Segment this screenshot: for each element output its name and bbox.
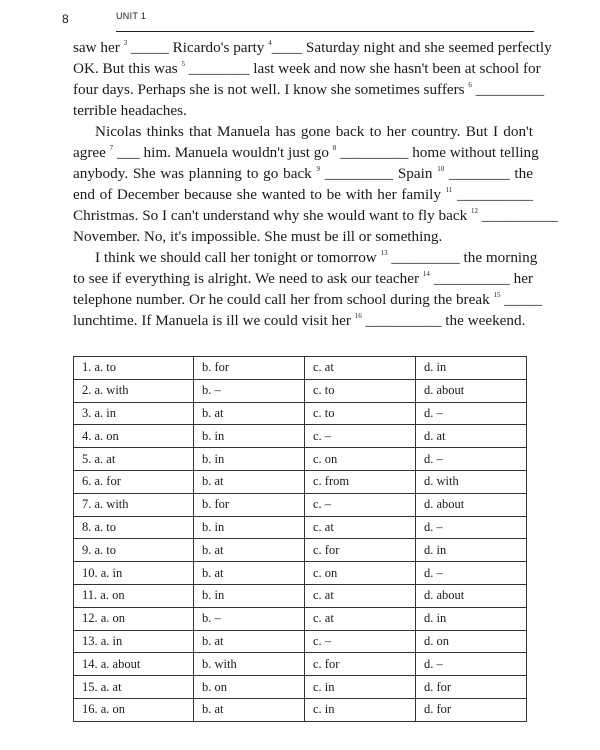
passage-text: Christmas. So I can't understand why she would want to fly back	[73, 207, 471, 224]
passage-line	[73, 142, 539, 163]
cloze-passage	[73, 37, 558, 331]
gap-number: 8	[332, 144, 337, 152]
gap-number: 9	[316, 165, 321, 173]
option-row	[74, 698, 527, 721]
passage-line	[73, 289, 543, 310]
passage-text: _____	[500, 291, 543, 308]
option-cell: d. –	[416, 402, 527, 425]
option-cell: 9. a. to	[74, 539, 194, 562]
gap-number: 5	[181, 60, 185, 68]
passage-text: November. No, it's impossible. She must be ill or something.	[73, 228, 443, 245]
option-cell: b. –	[194, 379, 305, 402]
gap-number: 10	[437, 165, 445, 173]
option-cell: c. on	[305, 448, 416, 471]
option-row	[74, 425, 527, 448]
header-rule	[116, 31, 534, 32]
passage-text: to see if everything is alright. We need to ask our teacher	[73, 270, 423, 287]
passage-text: ________ last week and now she hasn't been at school for	[184, 60, 541, 77]
option-cell: d. –	[416, 448, 527, 471]
option-cell: c. in	[305, 676, 416, 699]
option-row	[74, 470, 527, 493]
option-cell: 2. a. with	[74, 379, 194, 402]
option-cell: 4. a. on	[74, 425, 194, 448]
passage-text: __________	[452, 186, 534, 203]
option-cell: 15. a. at	[74, 676, 194, 699]
passage-text: lunchtime. If Manuela is ill we could visit her	[73, 312, 355, 329]
option-cell: 5. a. at	[74, 448, 194, 471]
option-row	[74, 584, 527, 607]
option-cell: c. to	[305, 402, 416, 425]
passage-text: ________ the	[444, 165, 533, 182]
passage-text: agree	[73, 144, 110, 161]
option-cell: b. at	[194, 402, 305, 425]
option-cell: c. –	[305, 425, 416, 448]
option-row	[74, 402, 527, 425]
option-cell: c. on	[305, 562, 416, 585]
passage-line	[73, 163, 533, 184]
option-cell: b. in	[194, 584, 305, 607]
gap-number: 14	[422, 270, 430, 278]
option-row	[74, 630, 527, 653]
option-row	[74, 448, 527, 471]
option-row	[74, 379, 527, 402]
option-row	[74, 539, 527, 562]
option-row	[74, 493, 527, 516]
gap-number: 15	[493, 291, 501, 299]
option-cell: d. at	[416, 425, 527, 448]
passage-text: ____ Saturday night and she seemed perfectly	[271, 39, 552, 56]
answer-options-table	[73, 356, 527, 722]
option-cell: c. at	[305, 607, 416, 630]
passage-text: end of December because she wanted to be with her family	[73, 186, 446, 203]
passage-text: telephone number. Or he could call her from school during the break	[73, 291, 494, 308]
passage-line	[73, 247, 538, 268]
option-cell: b. for	[194, 357, 305, 380]
option-cell: d. –	[416, 562, 527, 585]
option-cell: d. –	[416, 653, 527, 676]
passage-line	[73, 310, 533, 331]
passage-text: terrible headaches.	[73, 102, 187, 119]
passage-text: four days. Perhaps she is not well. I know she sometimes suffers	[73, 81, 469, 98]
gap-number: 7	[109, 144, 114, 152]
option-cell: c. –	[305, 630, 416, 653]
passage-text: I think we should call her tonight or tomorrow	[95, 249, 381, 266]
option-cell: d. in	[416, 607, 527, 630]
option-cell: c. at	[305, 584, 416, 607]
option-cell: 6. a. for	[74, 470, 194, 493]
passage-text: _____ Ricardo's party	[127, 39, 269, 56]
option-row	[74, 676, 527, 699]
passage-line	[73, 184, 533, 205]
passage-text: _________ the morning	[387, 249, 538, 266]
option-cell: b. in	[194, 425, 305, 448]
option-row	[74, 653, 527, 676]
passage-line	[73, 58, 541, 79]
gap-number: 12	[470, 207, 478, 215]
passage-line	[73, 205, 558, 226]
option-row	[74, 607, 527, 630]
option-row	[74, 516, 527, 539]
option-cell: c. for	[305, 539, 416, 562]
passage-text: _________ home without telling	[336, 144, 539, 161]
option-cell: 3. a. in	[74, 402, 194, 425]
passage-text: ___ him. Manuela wouldn't just go	[113, 144, 333, 161]
passage-text: Nicolas thinks that Manuela has gone back to her country. But I don't	[95, 123, 533, 140]
gap-number: 6	[468, 81, 472, 89]
passage-line	[73, 100, 533, 121]
page-number: 8	[62, 12, 69, 26]
passage-text: saw her	[73, 39, 124, 56]
option-cell: d. on	[416, 630, 527, 653]
option-cell: b. with	[194, 653, 305, 676]
option-row	[74, 562, 527, 585]
option-cell: 8. a. to	[74, 516, 194, 539]
passage-line	[73, 268, 533, 289]
gap-number: 4	[268, 39, 272, 47]
passage-text: _________ Spain	[320, 165, 438, 182]
option-cell: b. at	[194, 698, 305, 721]
passage-line	[73, 121, 533, 142]
option-cell: b. on	[194, 676, 305, 699]
option-cell: c. in	[305, 698, 416, 721]
passage-line	[73, 226, 533, 247]
option-cell: b. at	[194, 630, 305, 653]
option-cell: 7. a. with	[74, 493, 194, 516]
unit-label: UNIT 1	[116, 11, 147, 21]
passage-line	[73, 79, 545, 100]
option-cell: c. from	[305, 470, 416, 493]
option-cell: c. at	[305, 516, 416, 539]
option-cell: d. in	[416, 357, 527, 380]
passage-text: _________	[471, 81, 545, 98]
option-cell: c. at	[305, 357, 416, 380]
option-cell: d. for	[416, 676, 527, 699]
option-row	[74, 357, 527, 380]
option-cell: 13. a. in	[74, 630, 194, 653]
gap-number: 13	[380, 249, 388, 257]
option-cell: 12. a. on	[74, 607, 194, 630]
passage-text: __________	[477, 207, 558, 224]
option-cell: c. to	[305, 379, 416, 402]
passage-text: OK. But this was	[73, 60, 182, 77]
option-cell: b. at	[194, 470, 305, 493]
option-cell: d. about	[416, 379, 527, 402]
option-cell: 14. a. about	[74, 653, 194, 676]
passage-line	[73, 37, 552, 58]
option-cell: d. about	[416, 493, 527, 516]
option-cell: d. for	[416, 698, 527, 721]
gap-number: 16	[354, 312, 362, 320]
passage-text: __________ her	[429, 270, 533, 287]
passage-text: __________ the weekend.	[361, 312, 526, 329]
option-cell: d. with	[416, 470, 527, 493]
option-cell: b. –	[194, 607, 305, 630]
option-cell: c. for	[305, 653, 416, 676]
option-cell: d. in	[416, 539, 527, 562]
option-cell: 11. a. on	[74, 584, 194, 607]
gap-number: 3	[123, 39, 128, 47]
option-cell: b. in	[194, 448, 305, 471]
passage-text: anybody. She was planning to go back	[73, 165, 317, 182]
option-cell: b. at	[194, 562, 305, 585]
option-cell: 10. a. in	[74, 562, 194, 585]
option-cell: d. –	[416, 516, 527, 539]
option-cell: c. –	[305, 493, 416, 516]
option-cell: b. at	[194, 539, 305, 562]
option-cell: b. for	[194, 493, 305, 516]
gap-number: 11	[445, 186, 453, 194]
option-cell: d. about	[416, 584, 527, 607]
option-cell: b. in	[194, 516, 305, 539]
option-cell: 16. a. on	[74, 698, 194, 721]
option-cell: 1. a. to	[74, 357, 194, 380]
